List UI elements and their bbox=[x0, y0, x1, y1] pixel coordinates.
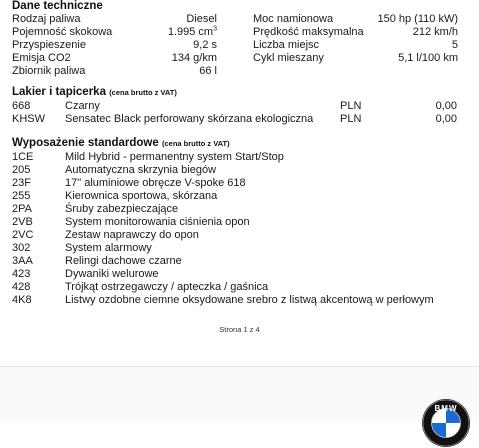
option-currency: PLN bbox=[340, 113, 362, 125]
tech-right-value: 5 bbox=[451, 39, 458, 51]
tech-left-label: Przyspieszenie bbox=[12, 39, 86, 51]
equipment-code: 4K8 bbox=[12, 294, 32, 306]
tech-left-value: 1.995 $cm^3$ bbox=[167, 25, 217, 38]
tech-right-value: 212 km/h bbox=[412, 26, 458, 38]
bmw-logo-icon bbox=[421, 398, 471, 448]
option-code: KHSW bbox=[12, 113, 45, 125]
equipment-code: 255 bbox=[12, 190, 31, 202]
equipment-name: Mild Hybrid - permanentny system Start/Stop bbox=[65, 151, 284, 163]
option-price: 0,00 bbox=[435, 100, 457, 112]
option-name: Sensatec Black perforowany skórzana ekologiczna bbox=[65, 113, 314, 125]
next-page-area bbox=[0, 367, 479, 423]
price-note: (cena brutto z VAT) bbox=[161, 139, 230, 148]
equipment-code: 302 bbox=[12, 242, 31, 254]
tech-right-value: 5,1 l/100 km bbox=[398, 52, 458, 64]
equipment-name: Listwy ozdobne ciemne oksydowane srebro z listwą akcentową w perłowym bbox=[65, 294, 434, 306]
equipment-name: Śruby zabezpieczające bbox=[65, 203, 179, 215]
equipment-code: 423 bbox=[12, 268, 31, 280]
tech-left-value: 66 l bbox=[199, 65, 217, 77]
tech-left-value: Diesel bbox=[186, 13, 217, 25]
paint-heading: Lakier i tapicerka (cena brutto z VAT) bbox=[12, 86, 177, 98]
tech-left-label: Pojemność skokowa bbox=[12, 26, 113, 38]
equipment-name: Zestaw naprawczy do opon bbox=[65, 229, 199, 241]
price-note: (cena brutto z VAT) bbox=[109, 88, 177, 97]
tech-right-value: 150 hp (110 kW) bbox=[377, 13, 458, 25]
tech-left-value: 134 g/km bbox=[171, 52, 217, 64]
equipment-name: Trójkąt ostrzegawczy / apteczka / gaśnica bbox=[65, 281, 269, 293]
tech-left-label: Emisja CO2 bbox=[12, 52, 71, 64]
option-price: 0,00 bbox=[435, 113, 457, 125]
equipment-name: Kierownica sportowa, skórzana bbox=[65, 190, 218, 202]
tech-right-label: Prędkość maksymalna bbox=[253, 26, 364, 38]
equipment-name: Automatyczna skrzynia biegów bbox=[65, 164, 217, 176]
tech-left-value: 9,2 s bbox=[193, 39, 217, 51]
tech-right-label: Cykl mieszany bbox=[253, 52, 324, 64]
tech-right-label: Liczba miejsc bbox=[253, 39, 320, 51]
equipment-code: 2VC bbox=[12, 229, 34, 241]
equipment-code: 205 bbox=[12, 164, 31, 176]
equipment-name: System alarmowy bbox=[65, 242, 152, 254]
equipment-code: 428 bbox=[12, 281, 31, 293]
unit-superscript: 3 bbox=[213, 25, 217, 33]
equipment-code: 2PA bbox=[12, 203, 32, 215]
tech-left-label: Zbiornik paliwa bbox=[12, 65, 86, 77]
equipment-code: 2VB bbox=[12, 216, 33, 228]
tech-right-label: Moc namionowa bbox=[253, 13, 334, 25]
option-name: Czarny bbox=[65, 100, 100, 112]
equipment-code: 1CE bbox=[12, 151, 34, 163]
equipment-name: 17" aluminiowe obręcze V-spoke 618 bbox=[65, 177, 246, 189]
equipment-code: 23F bbox=[12, 177, 31, 189]
option-currency: PLN bbox=[340, 100, 362, 112]
equipment-name: Dywaniki welurowe bbox=[65, 268, 159, 280]
equipment-heading: Wyposażenie standardowe (cena brutto z VAT) bbox=[12, 137, 230, 149]
logo-lettering: BMW bbox=[434, 404, 458, 413]
option-code: 668 bbox=[12, 100, 31, 112]
tech-left-label: Rodzaj paliwa bbox=[12, 13, 81, 25]
tech-heading: Dane techniczne bbox=[12, 0, 103, 12]
page-number: Strona 1 z 4 bbox=[219, 325, 260, 334]
equipment-code: 3AA bbox=[12, 255, 33, 267]
equipment-name: System monitorowania ciśnienia opon bbox=[65, 216, 250, 228]
equipment-name: Relingi dachowe czarne bbox=[65, 255, 182, 267]
